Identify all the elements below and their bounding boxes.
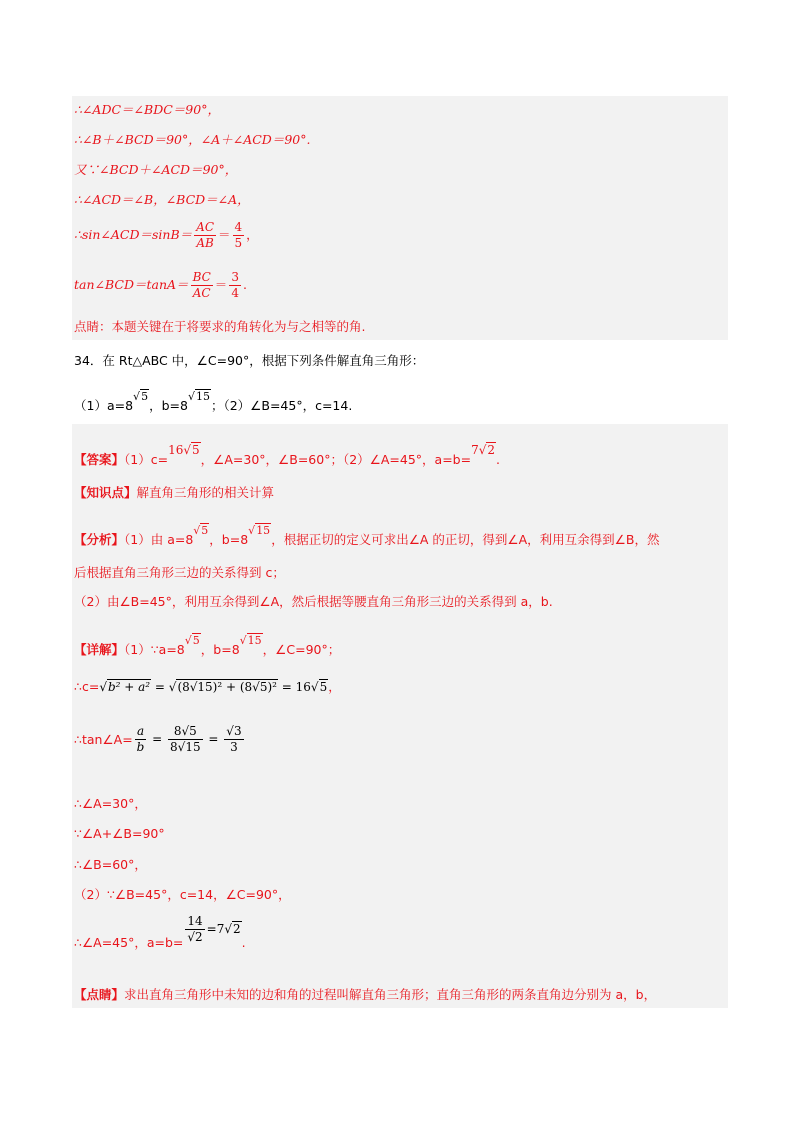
frac-denominator: AC (192, 286, 211, 300)
punct: . (241, 935, 246, 950)
detail-part3: ，∠C=90°； (262, 642, 341, 657)
frac-numerator: 14 (187, 914, 203, 928)
radicand: 5 (192, 634, 200, 647)
part2-result-label: ∴∠A=45°，a=b= (74, 935, 184, 950)
frac-denominator: AB (196, 236, 214, 250)
analysis-part2: ，b=8 (209, 532, 249, 547)
equals-result: = 16 (277, 680, 311, 694)
cond-2: ；（2）∠B=45°，c=14. (210, 398, 353, 413)
problem-title: 34．在 Rt△ABC 中，∠C=90°，根据下列条件解直角三角形： (74, 353, 425, 368)
frac-denominator: b (136, 740, 145, 754)
equals-sign: = (151, 680, 169, 694)
sqrt-5: √5 (133, 390, 149, 403)
tip-text: 求出直角三角形中未知的边和角的过程叫解直角三角形；直角三角形的两条直角边分别为 a，b， (124, 987, 657, 1002)
radicand: 2 (233, 922, 241, 936)
coef: 7 (471, 443, 479, 457)
fraction-a-b (135, 724, 147, 755)
cond-b: ，b=8 (149, 398, 188, 413)
punct: ， (246, 227, 259, 242)
tan-label: ∴tan∠A= (74, 731, 133, 747)
c-label: ∴c= (74, 679, 100, 694)
answer-label: 【答案】 (74, 452, 125, 467)
detail-part2: ，b=8 (200, 642, 240, 657)
fraction-8sqrt5-8sqrt15 (168, 724, 203, 755)
radicand: 5 (319, 680, 328, 694)
equals-result: =7 (206, 922, 225, 936)
frac-numerator: a (135, 724, 147, 740)
fraction-ac-ab (194, 220, 216, 251)
ab-value (471, 443, 496, 457)
frac-denominator: √2 (187, 930, 203, 944)
frac-denominator: 5 (234, 236, 243, 250)
answer-part1: （1）c= (124, 452, 169, 467)
c-value (168, 443, 201, 457)
note-line: 点睛：本题关键在于将要求的角转化为与之相等的角. (74, 319, 366, 334)
detail-a30: ∴∠A=30°， (74, 796, 147, 811)
sin-equation (74, 220, 259, 251)
radicand: 5 (201, 524, 209, 537)
punct: ， (328, 679, 341, 694)
equals-sign: = (148, 732, 167, 746)
sqrt-2: √2 (224, 922, 241, 936)
proof-line-2: ∴∠B＋∠BCD＝90°，∠A＋∠ACD＝90°. (74, 132, 311, 147)
detail-sum: ∵∠A+∠B=90° (74, 826, 165, 841)
fraction-3-4 (229, 270, 241, 301)
fraction-4-5 (233, 220, 245, 251)
sqrt-15: √15 (187, 390, 210, 403)
analysis-line-3: （2）由∠B=45°，利用互余得到∠A，然后根据等腰直角三角形三边的关系得到 a，b. (74, 594, 553, 609)
equals-sign: = (204, 732, 223, 746)
knowledge-line (74, 484, 274, 502)
proof-line-4: ∴∠ACD＝∠B，∠BCD＝∠A， (74, 192, 250, 207)
frac-denominator: 3 (230, 740, 238, 754)
analysis-line-1 (74, 522, 659, 549)
sqrt-5: √5 (184, 634, 200, 647)
equals-sign: ＝ (214, 277, 228, 292)
frac-numerator: √3 (226, 724, 242, 738)
sqrt-5: √5 (310, 680, 328, 694)
detail-b60: ∴∠B=60°， (74, 857, 147, 872)
answer-part2: ，∠A=30°，∠B=60°；（2）∠A=45°，a=b= (200, 452, 472, 467)
sqrt-b2-a2: √b² + a² (99, 680, 151, 694)
analysis-line-2: 后根据直角三角形三边的关系得到 c； (74, 565, 285, 580)
punct: . (242, 277, 247, 292)
radicand: 5 (141, 390, 149, 403)
sqrt-2: √2 (478, 443, 496, 457)
coef: 16 (168, 443, 184, 457)
sqrt-15: √15 (239, 634, 262, 647)
fraction-bc-ac (191, 270, 213, 301)
tan-equation (74, 270, 247, 301)
tip-line (74, 986, 656, 1004)
part2-result-line (74, 914, 246, 952)
sqrt-5: √5 (193, 524, 209, 537)
frac-numerator: AC (196, 220, 215, 234)
problem-conditions (74, 388, 352, 415)
proof-line-1: ∴∠ADC＝∠BDC＝90°， (74, 102, 220, 117)
analysis-part1: （1）由 a=8 (124, 532, 194, 547)
detail-label: 【详解】 (74, 642, 125, 657)
frac-numerator: BC (192, 270, 211, 284)
radicand: (8√15)² + (8√5)² (177, 680, 277, 694)
radicand: b² + a² (107, 680, 151, 694)
frac-numerator: 3 (231, 270, 239, 284)
fraction-14-sqrt2 (185, 914, 204, 945)
sqrt-5: √5 (183, 443, 200, 457)
detail-part2-given: （2）∵∠B=45°，c=14，∠C=90°， (74, 887, 291, 902)
answer-line (74, 441, 500, 469)
detail-line-1 (74, 632, 340, 659)
tan-calc-line (74, 724, 246, 755)
equals-sign: ＝ (218, 227, 231, 242)
proof-line-3: 又∵∠BCD＋∠ACD＝90°， (74, 162, 238, 177)
frac-denominator: 8√15 (170, 740, 201, 754)
radicand: 15 (256, 524, 271, 537)
sqrt-15: √15 (248, 524, 271, 537)
radicand: 2 (487, 443, 496, 457)
analysis-part3: ，根据正切的定义可求出∠A 的正切，得到∠A，利用互余得到∠B，然 (271, 532, 660, 547)
radicand: 15 (195, 390, 210, 403)
radicand: 5 (192, 443, 200, 457)
cond-a: （1）a=8 (74, 398, 134, 413)
tip-label: 【点睛】 (74, 987, 125, 1002)
punct: . (496, 452, 501, 467)
frac-numerator: 4 (234, 220, 243, 234)
frac-numerator: 8√5 (168, 724, 203, 740)
knowledge-text: 解直角三角形的相关计算 (136, 485, 275, 500)
detail-part1: （1）∵a=8 (124, 642, 185, 657)
sqrt-expanded: √(8√15)² + (8√5)² (168, 680, 277, 694)
analysis-label: 【分析】 (74, 532, 125, 547)
fraction-sqrt3-3 (224, 724, 243, 755)
sin-label: ∴sin∠ACD＝sinB＝ (74, 227, 193, 242)
tan-label: tan∠BCD＝tanA＝ (74, 277, 189, 292)
frac-denominator: 4 (231, 286, 239, 300)
knowledge-label: 【知识点】 (74, 485, 137, 500)
c-calc-line (74, 678, 341, 696)
radicand: 15 (247, 634, 262, 647)
